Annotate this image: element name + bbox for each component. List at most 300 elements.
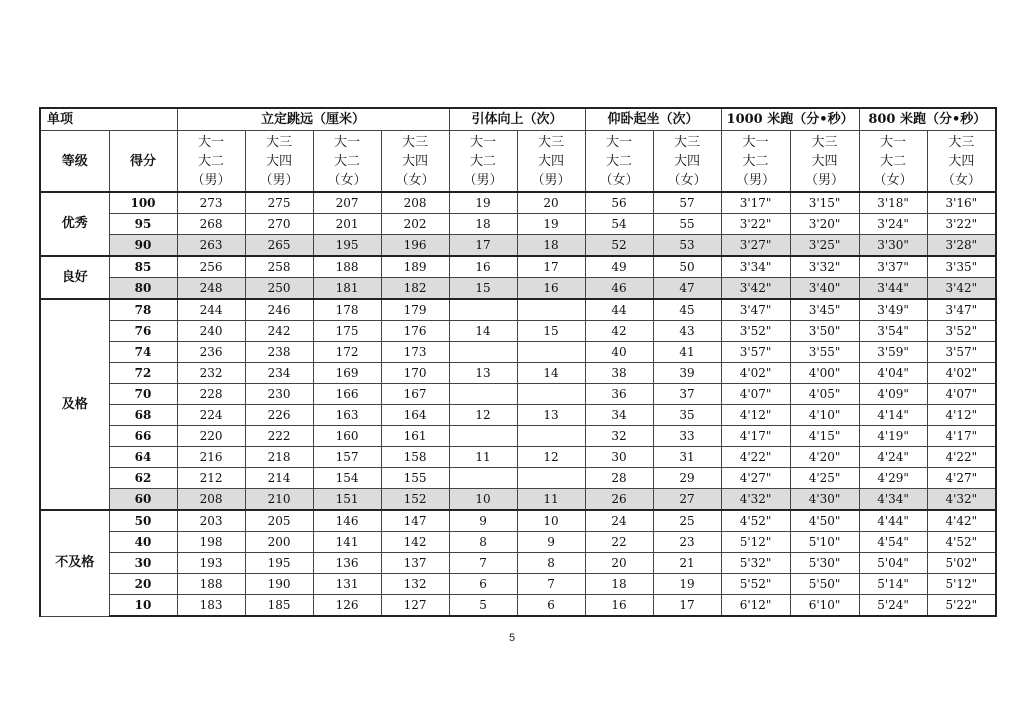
value-cell: 5'22": [927, 595, 996, 617]
value-cell: 28: [585, 468, 653, 489]
group-header-situps: 仰卧起坐（次）: [585, 108, 721, 131]
value-cell: 5: [449, 595, 517, 617]
value-cell: 4'20": [790, 447, 859, 468]
value-cell: 230: [245, 384, 313, 405]
sub-header-line: （女）: [941, 172, 981, 188]
value-cell: 195: [245, 553, 313, 574]
value-cell: 18: [449, 214, 517, 235]
value-cell: 127: [381, 595, 449, 617]
table-row: [40, 256, 996, 278]
table-row: [40, 595, 996, 617]
value-cell: 3'44": [859, 278, 927, 300]
value-cell: 39: [653, 363, 721, 384]
value-cell: 3'50": [790, 321, 859, 342]
value-cell: 4'19": [859, 426, 927, 447]
value-cell: 202: [381, 214, 449, 235]
value-cell: 38: [585, 363, 653, 384]
value-cell: 172: [313, 342, 381, 363]
sub-header-cell: [177, 131, 245, 193]
value-cell: 13: [449, 363, 517, 384]
value-cell: 5'04": [859, 553, 927, 574]
sub-header-line: 大一: [742, 134, 769, 150]
value-cell: 3'47": [927, 299, 996, 321]
value-cell: 4'12": [721, 405, 790, 426]
value-cell: 52: [585, 235, 653, 257]
value-cell: 11: [449, 447, 517, 468]
level-cell: 良好: [40, 256, 109, 299]
value-cell: 18: [585, 574, 653, 595]
value-cell: 53: [653, 235, 721, 257]
sub-header-line: （男）: [191, 172, 231, 188]
value-cell: 248: [177, 278, 245, 300]
value-cell: 173: [381, 342, 449, 363]
sub-header-line: 大一: [334, 134, 361, 150]
value-cell: 23: [653, 532, 721, 553]
value-cell: 208: [381, 192, 449, 214]
score-cell: 30: [109, 553, 177, 574]
value-cell: 141: [313, 532, 381, 553]
value-cell: 8: [449, 532, 517, 553]
sub-header-line: 大四: [948, 153, 975, 169]
value-cell: 3'32": [790, 256, 859, 278]
value-cell: 3'27": [721, 235, 790, 257]
value-cell: 3'52": [927, 321, 996, 342]
value-cell: 4'17": [721, 426, 790, 447]
value-cell: 44: [585, 299, 653, 321]
sub-header-row: [40, 131, 996, 193]
value-cell: 3'20": [790, 214, 859, 235]
value-cell: 19: [517, 214, 585, 235]
value-cell: 246: [245, 299, 313, 321]
sub-header-line: 大一: [198, 134, 225, 150]
value-cell: 4'32": [927, 489, 996, 511]
value-cell: 214: [245, 468, 313, 489]
value-cell: 4'10": [790, 405, 859, 426]
value-cell: 3'57": [721, 342, 790, 363]
value-cell: 4'29": [859, 468, 927, 489]
table-row: [40, 532, 996, 553]
sub-header-line: （女）: [667, 172, 707, 188]
value-cell: 16: [517, 278, 585, 300]
value-cell: [449, 342, 517, 363]
sub-header-cell: [859, 131, 927, 193]
value-cell: 17: [449, 235, 517, 257]
value-cell: 5'50": [790, 574, 859, 595]
table-row: [40, 384, 996, 405]
value-cell: 3'15": [790, 192, 859, 214]
sub-header-line: 大四: [674, 153, 701, 169]
value-cell: 7: [449, 553, 517, 574]
table-row: [40, 405, 996, 426]
value-cell: 25: [653, 510, 721, 532]
value-cell: 6'10": [790, 595, 859, 617]
score-cell: 68: [109, 405, 177, 426]
value-cell: 43: [653, 321, 721, 342]
value-cell: 20: [585, 553, 653, 574]
group-header-row: [40, 108, 996, 131]
value-cell: 147: [381, 510, 449, 532]
sub-header-line: （男）: [531, 172, 571, 188]
value-cell: 228: [177, 384, 245, 405]
value-cell: [449, 426, 517, 447]
value-cell: 232: [177, 363, 245, 384]
value-cell: 4'24": [859, 447, 927, 468]
value-cell: 17: [517, 256, 585, 278]
score-cell: 76: [109, 321, 177, 342]
sub-header-cell: [585, 131, 653, 193]
score-cell: 40: [109, 532, 177, 553]
value-cell: 132: [381, 574, 449, 595]
value-cell: 3'42": [927, 278, 996, 300]
value-cell: 256: [177, 256, 245, 278]
value-cell: 5'12": [721, 532, 790, 553]
value-cell: 33: [653, 426, 721, 447]
value-cell: 4'05": [790, 384, 859, 405]
value-cell: 7: [517, 574, 585, 595]
table-row: [40, 553, 996, 574]
sub-header-line: 大三: [948, 134, 975, 150]
value-cell: 6'12": [721, 595, 790, 617]
value-cell: [517, 384, 585, 405]
value-cell: 15: [517, 321, 585, 342]
sub-header-cell: [653, 131, 721, 193]
value-cell: [517, 299, 585, 321]
value-cell: 5'30": [790, 553, 859, 574]
value-cell: 4'02": [721, 363, 790, 384]
table-row: [40, 510, 996, 532]
value-cell: 4'52": [721, 510, 790, 532]
value-cell: 226: [245, 405, 313, 426]
value-cell: 4'32": [721, 489, 790, 511]
value-cell: 16: [449, 256, 517, 278]
value-cell: 42: [585, 321, 653, 342]
value-cell: 6: [517, 595, 585, 617]
value-cell: 4'00": [790, 363, 859, 384]
value-cell: 4'27": [927, 468, 996, 489]
value-cell: 17: [653, 595, 721, 617]
value-cell: 3'52": [721, 321, 790, 342]
value-cell: 3'57": [927, 342, 996, 363]
value-cell: 5'52": [721, 574, 790, 595]
value-cell: 3'16": [927, 192, 996, 214]
value-cell: 4'25": [790, 468, 859, 489]
sub-header-line: 大四: [402, 153, 429, 169]
value-cell: 163: [313, 405, 381, 426]
value-cell: 5'10": [790, 532, 859, 553]
value-cell: 224: [177, 405, 245, 426]
value-cell: 3'22": [927, 214, 996, 235]
sub-header-line: 大三: [266, 134, 293, 150]
value-cell: 11: [517, 489, 585, 511]
value-cell: 5'12": [927, 574, 996, 595]
value-cell: 3'55": [790, 342, 859, 363]
value-cell: 167: [381, 384, 449, 405]
value-cell: 3'54": [859, 321, 927, 342]
value-cell: 155: [381, 468, 449, 489]
value-cell: 185: [245, 595, 313, 617]
sub-header-line: （女）: [873, 172, 913, 188]
value-cell: 9: [449, 510, 517, 532]
score-cell: 85: [109, 256, 177, 278]
value-cell: 10: [517, 510, 585, 532]
value-cell: [517, 342, 585, 363]
value-cell: 242: [245, 321, 313, 342]
sub-header-cell: [449, 131, 517, 193]
value-cell: [449, 384, 517, 405]
value-cell: 200: [245, 532, 313, 553]
value-cell: 57: [653, 192, 721, 214]
value-cell: 12: [449, 405, 517, 426]
sub-header-line: 大二: [334, 153, 361, 169]
value-cell: 182: [381, 278, 449, 300]
value-cell: 201: [313, 214, 381, 235]
value-cell: 45: [653, 299, 721, 321]
sub-header-line: （女）: [395, 172, 435, 188]
score-cell: 78: [109, 299, 177, 321]
value-cell: 3'40": [790, 278, 859, 300]
value-cell: 273: [177, 192, 245, 214]
value-cell: 4'07": [721, 384, 790, 405]
value-cell: 181: [313, 278, 381, 300]
group-header-800m-run: 800 米跑（分•秒）: [859, 108, 996, 131]
table-row: [40, 447, 996, 468]
level-header: 等级: [40, 131, 109, 193]
sub-header-line: 大三: [538, 134, 565, 150]
value-cell: 4'22": [721, 447, 790, 468]
value-cell: 3'24": [859, 214, 927, 235]
table-row: [40, 426, 996, 447]
value-cell: 158: [381, 447, 449, 468]
value-cell: 4'22": [927, 447, 996, 468]
value-cell: 3'30": [859, 235, 927, 257]
score-cell: 100: [109, 192, 177, 214]
score-header: 得分: [109, 131, 177, 193]
sub-header-line: （女）: [327, 172, 367, 188]
value-cell: 3'22": [721, 214, 790, 235]
value-cell: 188: [177, 574, 245, 595]
table-row: [40, 468, 996, 489]
value-cell: 4'27": [721, 468, 790, 489]
value-cell: 20: [517, 192, 585, 214]
group-header-1000m-run: 1000 米跑（分•秒）: [721, 108, 859, 131]
sub-header-line: 大二: [198, 153, 225, 169]
value-cell: 208: [177, 489, 245, 511]
score-cell: 50: [109, 510, 177, 532]
value-cell: 4'09": [859, 384, 927, 405]
sub-header-cell: [790, 131, 859, 193]
value-cell: 193: [177, 553, 245, 574]
value-cell: 3'18": [859, 192, 927, 214]
value-cell: 9: [517, 532, 585, 553]
sub-header-cell: [721, 131, 790, 193]
value-cell: [449, 299, 517, 321]
score-cell: 72: [109, 363, 177, 384]
value-cell: 160: [313, 426, 381, 447]
sub-header-line: 大四: [538, 153, 565, 169]
score-cell: 70: [109, 384, 177, 405]
value-cell: 169: [313, 363, 381, 384]
sub-header-line: 大二: [742, 153, 769, 169]
sub-header-line: 大一: [606, 134, 633, 150]
value-cell: 8: [517, 553, 585, 574]
sub-header-line: 大三: [402, 134, 429, 150]
value-cell: 250: [245, 278, 313, 300]
value-cell: 19: [653, 574, 721, 595]
value-cell: 41: [653, 342, 721, 363]
score-cell: 62: [109, 468, 177, 489]
value-cell: 29: [653, 468, 721, 489]
value-cell: 212: [177, 468, 245, 489]
sub-header-line: （女）: [599, 172, 639, 188]
table-row: [40, 278, 996, 300]
value-cell: 37: [653, 384, 721, 405]
sub-header-cell: [927, 131, 996, 193]
value-cell: 15: [449, 278, 517, 300]
table-row: [40, 489, 996, 511]
value-cell: 50: [653, 256, 721, 278]
value-cell: 183: [177, 595, 245, 617]
score-cell: 64: [109, 447, 177, 468]
sub-header-line: （男）: [736, 172, 776, 188]
value-cell: 10: [449, 489, 517, 511]
page-number: 5: [508, 632, 516, 644]
value-cell: 131: [313, 574, 381, 595]
sub-header-line: 大一: [880, 134, 907, 150]
value-cell: 24: [585, 510, 653, 532]
value-cell: 137: [381, 553, 449, 574]
value-cell: 5'02": [927, 553, 996, 574]
value-cell: 4'30": [790, 489, 859, 511]
value-cell: 3'34": [721, 256, 790, 278]
value-cell: 198: [177, 532, 245, 553]
value-cell: 5'14": [859, 574, 927, 595]
value-cell: 151: [313, 489, 381, 511]
value-cell: 188: [313, 256, 381, 278]
value-cell: 12: [517, 447, 585, 468]
value-cell: 4'04": [859, 363, 927, 384]
corner-label: 单项: [40, 108, 177, 131]
table-row: [40, 363, 996, 384]
sub-header-line: 大三: [811, 134, 838, 150]
score-cell: 95: [109, 214, 177, 235]
sub-header-line: 大二: [606, 153, 633, 169]
sub-header-cell: [313, 131, 381, 193]
sub-header-line: 大四: [266, 153, 293, 169]
value-cell: 270: [245, 214, 313, 235]
value-cell: 30: [585, 447, 653, 468]
value-cell: 244: [177, 299, 245, 321]
value-cell: 6: [449, 574, 517, 595]
value-cell: 218: [245, 447, 313, 468]
value-cell: 207: [313, 192, 381, 214]
value-cell: 16: [585, 595, 653, 617]
value-cell: 19: [449, 192, 517, 214]
value-cell: 236: [177, 342, 245, 363]
value-cell: 56: [585, 192, 653, 214]
score-cell: 20: [109, 574, 177, 595]
value-cell: 238: [245, 342, 313, 363]
value-cell: 18: [517, 235, 585, 257]
value-cell: 189: [381, 256, 449, 278]
score-cell: 60: [109, 489, 177, 511]
value-cell: 5'24": [859, 595, 927, 617]
value-cell: 14: [517, 363, 585, 384]
value-cell: 146: [313, 510, 381, 532]
value-cell: 154: [313, 468, 381, 489]
level-cell: 及格: [40, 299, 109, 510]
value-cell: 4'34": [859, 489, 927, 511]
value-cell: 3'35": [927, 256, 996, 278]
value-cell: 4'15": [790, 426, 859, 447]
table-row: [40, 192, 996, 214]
value-cell: 175: [313, 321, 381, 342]
value-cell: 4'12": [927, 405, 996, 426]
value-cell: 136: [313, 553, 381, 574]
sub-header-line: （男）: [805, 172, 845, 188]
value-cell: 26: [585, 489, 653, 511]
value-cell: 170: [381, 363, 449, 384]
value-cell: 4'02": [927, 363, 996, 384]
sub-header-cell: [517, 131, 585, 193]
sub-header-line: 大二: [880, 153, 907, 169]
value-cell: 220: [177, 426, 245, 447]
value-cell: 4'50": [790, 510, 859, 532]
group-header-standing-jump: 立定跳远（厘米）: [177, 108, 449, 131]
score-cell: 10: [109, 595, 177, 617]
sub-header-cell: [381, 131, 449, 193]
level-cell: 不及格: [40, 510, 109, 616]
table-row: [40, 214, 996, 235]
value-cell: 3'45": [790, 299, 859, 321]
value-cell: 179: [381, 299, 449, 321]
value-cell: 4'54": [859, 532, 927, 553]
level-cell: 优秀: [40, 192, 109, 256]
value-cell: 268: [177, 214, 245, 235]
value-cell: 164: [381, 405, 449, 426]
value-cell: 32: [585, 426, 653, 447]
value-cell: 4'07": [927, 384, 996, 405]
sub-header-line: （男）: [463, 172, 503, 188]
value-cell: 4'42": [927, 510, 996, 532]
value-cell: 4'44": [859, 510, 927, 532]
value-cell: 54: [585, 214, 653, 235]
sub-header-line: 大一: [470, 134, 497, 150]
value-cell: 222: [245, 426, 313, 447]
value-cell: 3'17": [721, 192, 790, 214]
value-cell: 36: [585, 384, 653, 405]
value-cell: 210: [245, 489, 313, 511]
value-cell: 3'37": [859, 256, 927, 278]
value-cell: 142: [381, 532, 449, 553]
value-cell: 4'14": [859, 405, 927, 426]
value-cell: [517, 468, 585, 489]
value-cell: 205: [245, 510, 313, 532]
value-cell: 3'49": [859, 299, 927, 321]
value-cell: 14: [449, 321, 517, 342]
value-cell: 4'52": [927, 532, 996, 553]
value-cell: 157: [313, 447, 381, 468]
value-cell: 234: [245, 363, 313, 384]
value-cell: 49: [585, 256, 653, 278]
value-cell: 275: [245, 192, 313, 214]
table-row: [40, 235, 996, 257]
fitness-standards-table: [39, 107, 997, 617]
value-cell: 3'25": [790, 235, 859, 257]
value-cell: 263: [177, 235, 245, 257]
sub-header-line: 大四: [811, 153, 838, 169]
sub-header-line: （男）: [259, 172, 299, 188]
table-row: [40, 574, 996, 595]
